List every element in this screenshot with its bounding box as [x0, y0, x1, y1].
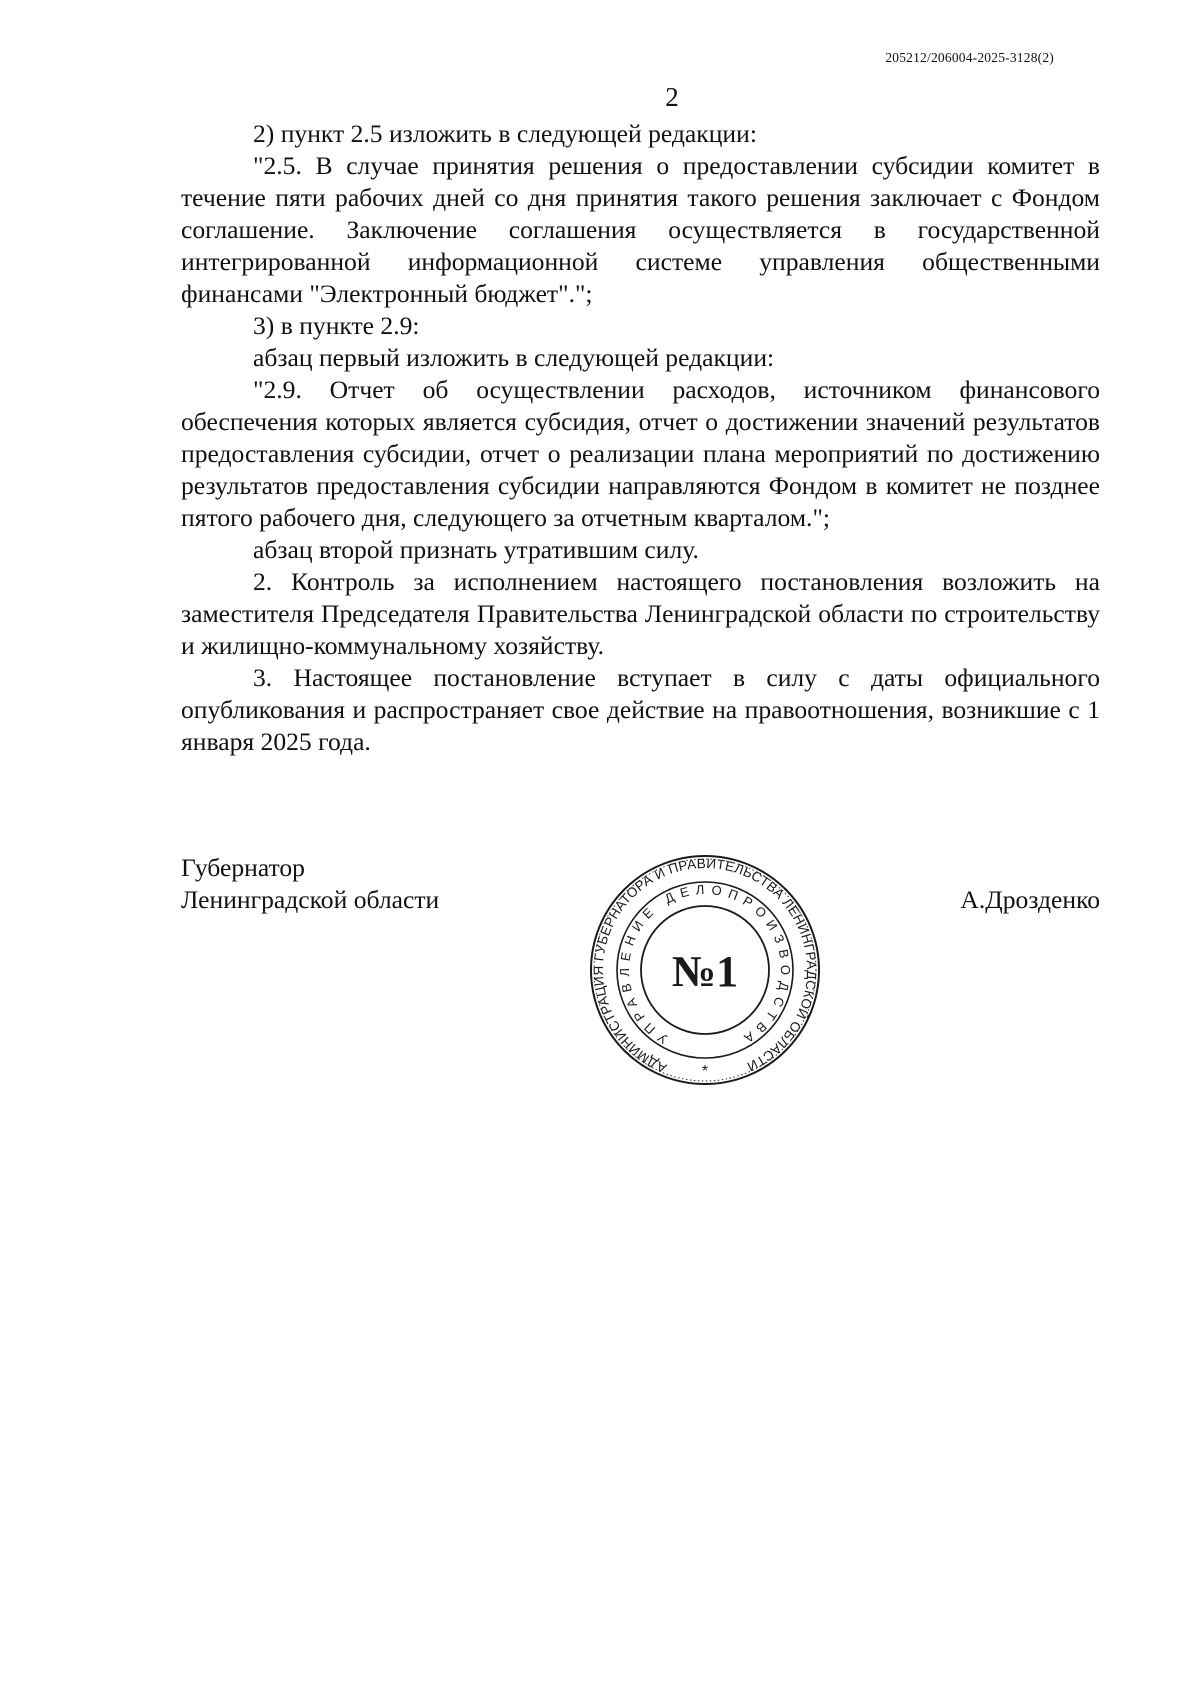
- paragraph-second-abzac: абзац второй признать утратившим силу.: [253, 535, 699, 564]
- seal-center-number: №1: [671, 947, 739, 996]
- official-seal-stamp: [588, 855, 822, 1085]
- paragraph-control: 2. Контроль за исполнением настоящего постановления возложить на заместителя Председателя Правительства Ленинградской области по строительству и жилищно-коммунальному хозяйству.: [181, 567, 1100, 660]
- seal-outer-text: АДМИНИСТРАЦИЯ ГУБЕРНАТОРА И ПРАВИТЕЛЬСТВА ЛЕНИНГРАДСКОЙ ОБЛАСТИ: [590, 855, 820, 1076]
- signatory-name: А.Дрозденко: [960, 885, 1100, 914]
- signatory-title: [181, 852, 439, 916]
- seal-star-icon: *: [701, 1063, 709, 1080]
- seal-inner-text: УПРАВЛЕНИЕ ДЕЛОПРОИЗВОДСТВА: [616, 881, 794, 1047]
- paragraph-item-2: 2) пункт 2.5 изложить в следующей редакции:: [253, 119, 757, 148]
- paragraph-entry-into-force: 3. Настоящее постановление вступает в силу с даты официального опубликования и распространяет свое действие на правоотношения, возникшие с 1 января 2025 года.: [181, 663, 1100, 756]
- document-registration-number: 205212/206004-2025-3128(2): [885, 50, 1054, 65]
- signatory-title-line-2: Ленинградской области: [181, 885, 440, 914]
- document-body: [181, 118, 1100, 758]
- signatory-title-line-1: Губернатор: [181, 853, 305, 882]
- paragraph-item-3: 3) в пункте 2.9:: [253, 311, 420, 340]
- page-number: 2: [665, 82, 679, 112]
- paragraph-clause-2-5: "2.5. В случае принятия решения о предоставлении субсидии комитет в течение пяти рабочих дней со дня принятия такого решения заключает с Фондом соглашение. Заключение соглашения осуществляется в государственной интегрированной информационной системе управления общественными финансами "Электронный бюджет".";: [181, 151, 1100, 308]
- paragraph-first-abzac: абзац первый изложить в следующей редакции:: [253, 343, 775, 372]
- paragraph-clause-2-9: "2.9. Отчет об осуществлении расходов, источником финансового обеспечения которых является субсидия, отчет о достижении значений результатов предоставления субсидии, отчет о реализации плана мероприятий по достижению результатов предоставления субсидии направляются Фондом в комитет не позднее пятого рабочего дня, следующего за отчетным кварталом.";: [181, 375, 1100, 532]
